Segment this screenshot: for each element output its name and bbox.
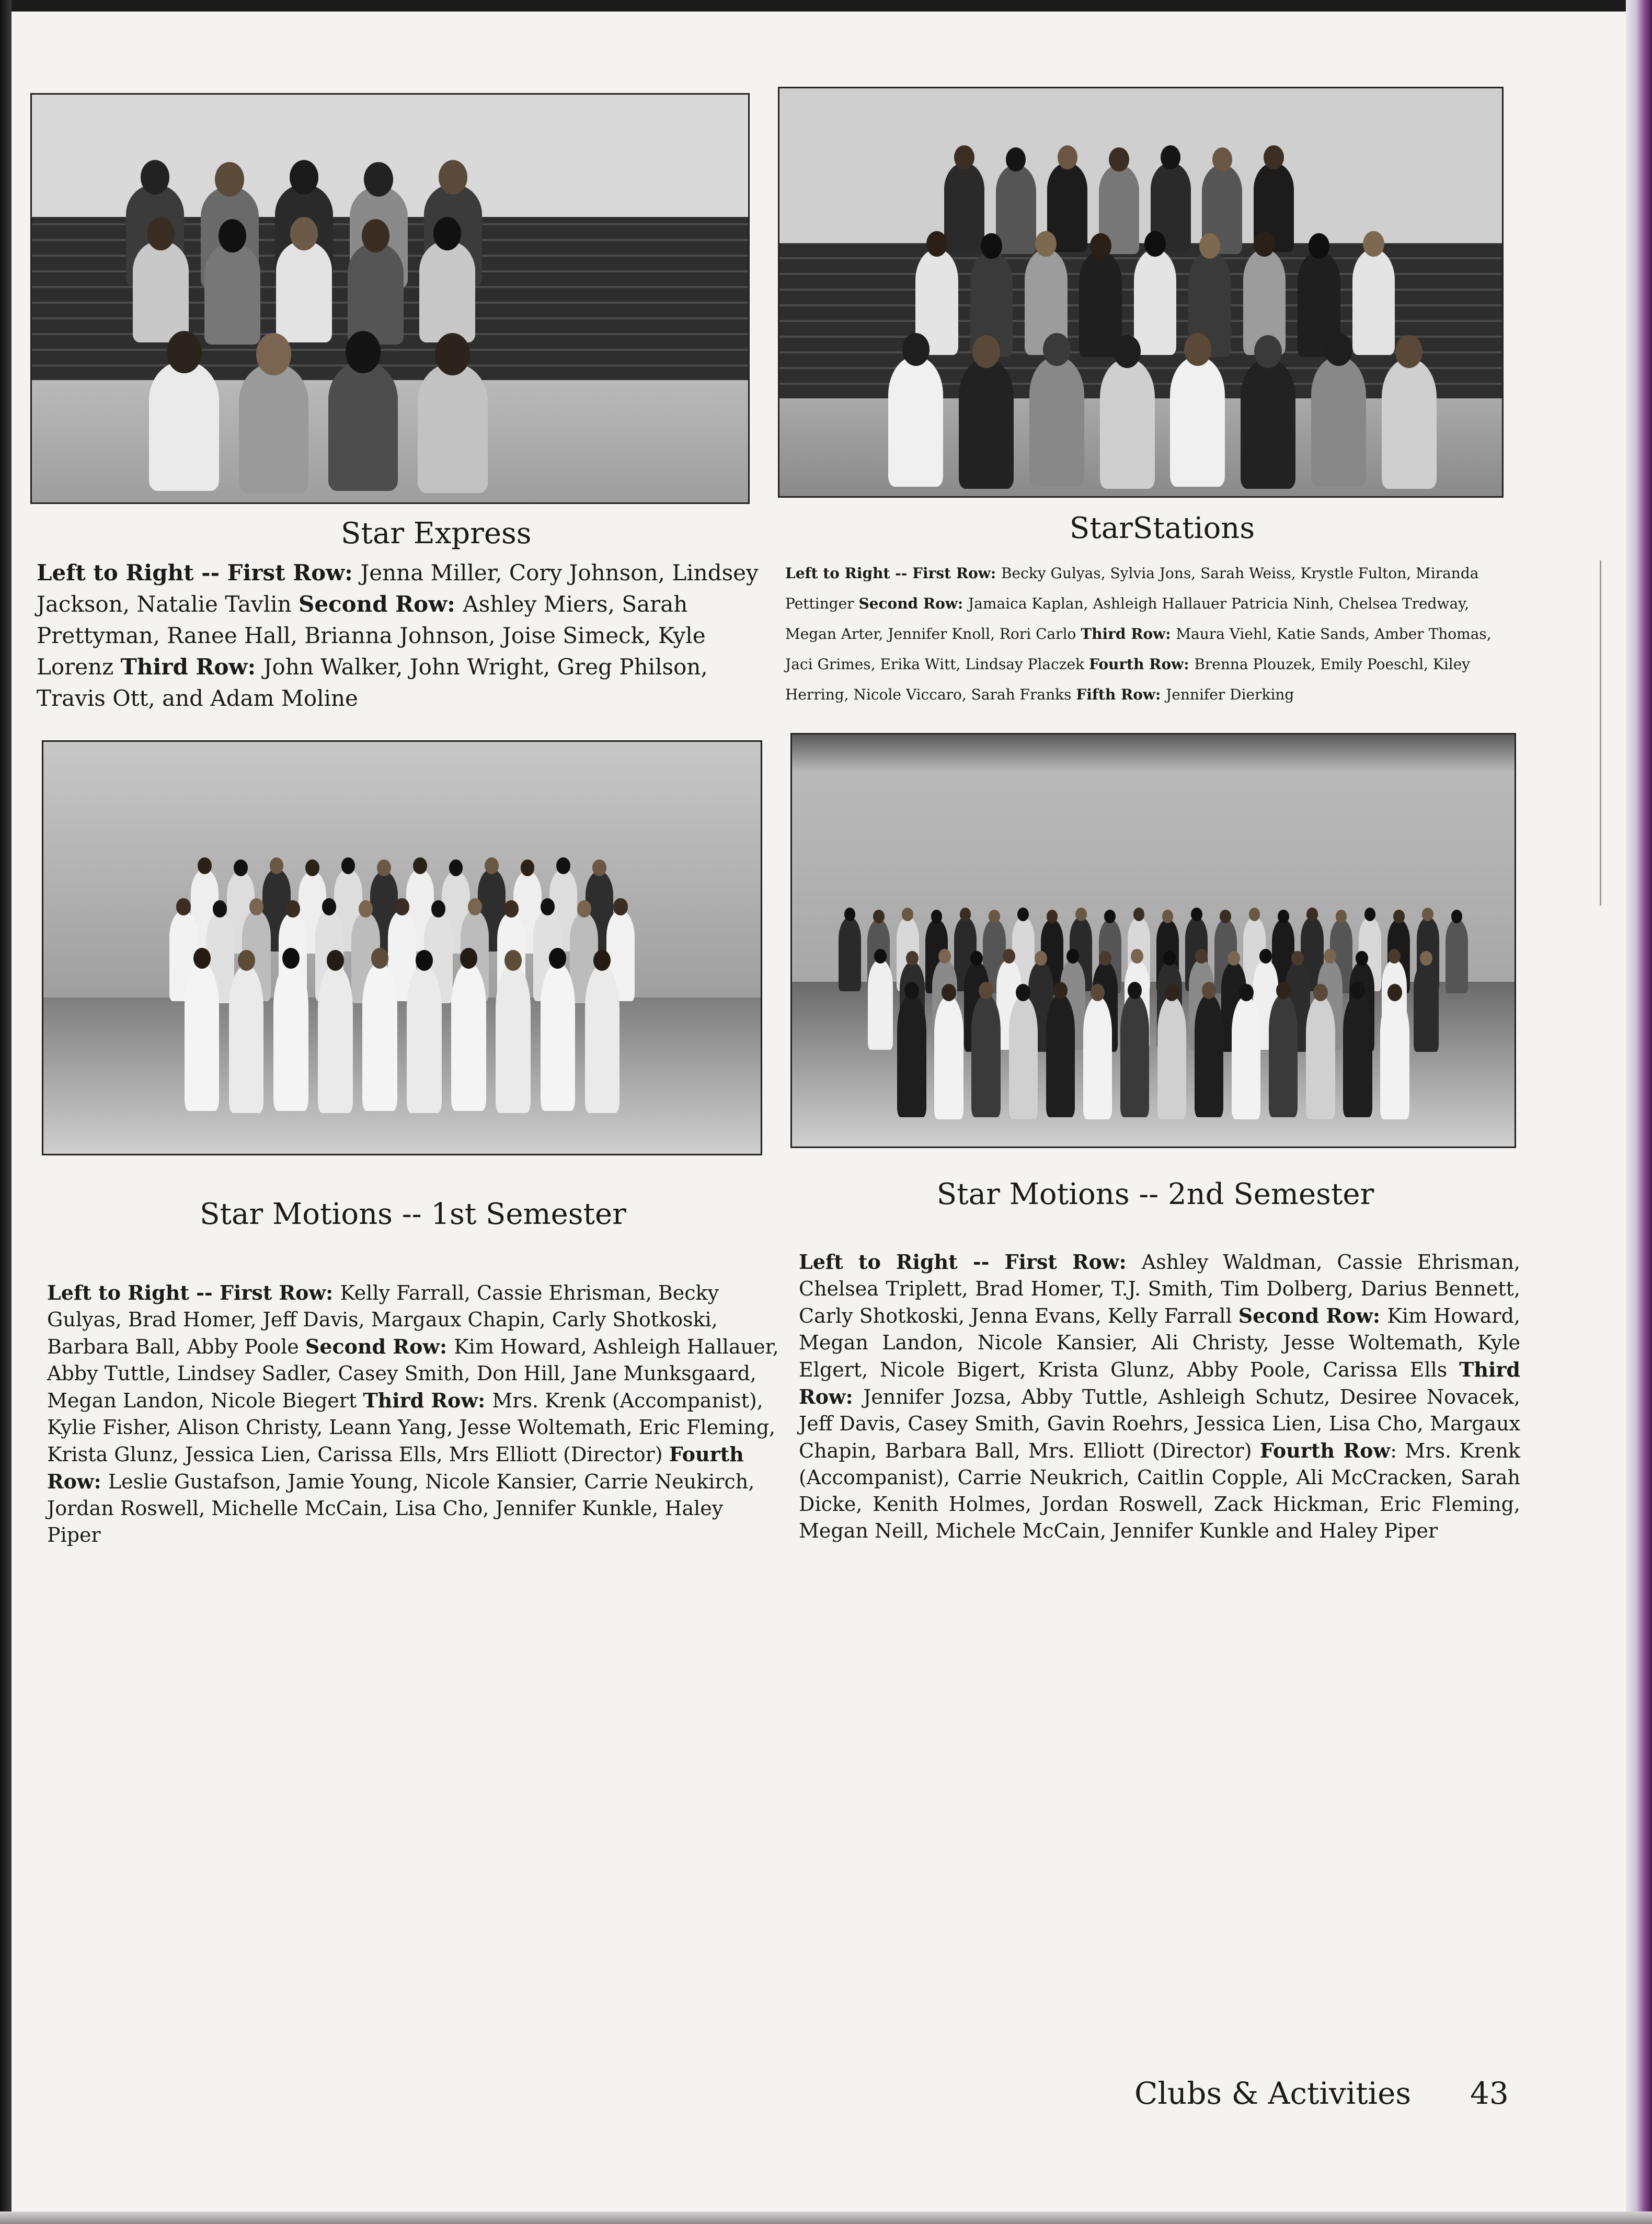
person-head xyxy=(549,948,566,969)
person-figure xyxy=(204,243,260,345)
person-head xyxy=(981,233,1002,259)
person-figure xyxy=(496,965,530,1113)
person-head xyxy=(1128,982,1142,999)
person-figure xyxy=(868,959,893,1050)
person-head xyxy=(972,335,1000,368)
person-head xyxy=(193,948,211,969)
row-names: Kim Howard, Megan Landon, Nicole Kansier, Ali Christy, Jesse Woltemath, Kyle Elgert, Nicole Bigert, Krista Glunz, Abby Poole, Carissa Ells xyxy=(799,1304,1520,1381)
person-head xyxy=(556,857,570,874)
row-names: Becky Gulyas, Sylvia Jons, Sarah Weiss, Krystle Fulton, Miranda Pettinger xyxy=(785,565,1479,612)
row-label: Third Row: xyxy=(799,1358,1520,1408)
row-names: John Walker, John Wright, Greg Philson, Travis Ott, and Adam Moline xyxy=(37,654,708,711)
person-head xyxy=(902,908,913,921)
photo-floor xyxy=(43,998,761,1154)
person-head xyxy=(1035,231,1057,257)
section-title-star-motions-2nd: Star Motions -- 2nd Semester xyxy=(936,1177,1374,1211)
person-head xyxy=(1309,233,1330,259)
person-head xyxy=(989,910,1000,923)
row-label: Third Row: xyxy=(363,1389,492,1412)
person-head xyxy=(1075,908,1087,921)
row-label: Third Row: xyxy=(120,654,263,680)
person-head xyxy=(577,900,591,918)
person-head xyxy=(1104,910,1116,923)
person-head xyxy=(362,219,389,253)
margin-line xyxy=(1600,560,1601,905)
person-head xyxy=(1363,231,1384,257)
person-head xyxy=(1325,333,1352,366)
person-head xyxy=(926,231,948,257)
binding-edge xyxy=(0,0,12,2224)
row-label: Third Row: xyxy=(1081,625,1176,643)
person-head xyxy=(416,950,433,971)
person-head xyxy=(1162,910,1174,923)
row-names: Leslie Gustafson, Jamie Young, Nicole Kansier, Carrie Neukirch, Jordan Roswell, Michelle McCain, Lisa Cho, Jennifer Kunkle, Haley Piper xyxy=(47,1470,755,1546)
person-head xyxy=(377,859,391,876)
person-head xyxy=(435,333,470,375)
person-figure xyxy=(1311,356,1366,487)
person-head xyxy=(460,948,477,969)
person-head xyxy=(521,859,535,876)
person-head xyxy=(285,900,300,918)
person-head xyxy=(931,910,943,923)
person-figure xyxy=(419,240,475,342)
person-figure xyxy=(1009,996,1038,1119)
person-head xyxy=(1278,910,1289,923)
person-head xyxy=(371,948,388,969)
person-head xyxy=(1053,982,1068,999)
person-head xyxy=(1254,335,1282,368)
person-figure xyxy=(362,962,397,1111)
row-names: Brenna Plouzek, Emily Poeschl, Kiley Herring, Nicole Viccaro, Sarah Franks xyxy=(785,656,1471,703)
photo-star-motions-1st-semester xyxy=(42,740,762,1155)
person-head xyxy=(256,333,291,375)
person-head xyxy=(1047,910,1058,923)
person-figure xyxy=(1079,251,1121,357)
person-figure xyxy=(318,965,352,1113)
person-head xyxy=(282,948,300,969)
page-right-edge xyxy=(1626,0,1652,2224)
person-head xyxy=(844,908,856,921)
person-figure xyxy=(1170,356,1225,487)
person-figure xyxy=(1083,996,1112,1119)
row-label: Fifth Row: xyxy=(1076,686,1166,703)
person-head xyxy=(1090,233,1111,259)
person-figure xyxy=(1232,996,1260,1119)
person-figure xyxy=(407,965,441,1113)
person-figure xyxy=(133,240,189,342)
person-figure xyxy=(328,361,398,491)
row-label: Fourth Row xyxy=(1259,1439,1391,1462)
row-label: Fourth Row: xyxy=(47,1442,744,1493)
person-head xyxy=(270,857,284,874)
row-names: Jennifer Dierking xyxy=(1166,686,1294,703)
person-head xyxy=(346,331,381,373)
person-figure xyxy=(1241,358,1295,489)
person-head xyxy=(942,984,956,1001)
person-head xyxy=(873,910,885,923)
page-bottom-edge xyxy=(0,2211,1652,2224)
person-head xyxy=(504,900,518,918)
person-figure xyxy=(897,994,926,1117)
person-head xyxy=(902,333,930,366)
person-head xyxy=(1306,908,1318,921)
person-head xyxy=(449,859,463,876)
row-label: Second Row: xyxy=(299,591,463,617)
person-head xyxy=(198,857,212,874)
person-head xyxy=(341,857,355,874)
section-title-star-express: Star Express xyxy=(341,517,532,551)
person-head xyxy=(1184,333,1212,366)
person-figure xyxy=(1157,996,1186,1119)
person-head xyxy=(938,949,951,964)
person-head xyxy=(954,145,974,169)
person-figure xyxy=(1414,961,1439,1052)
person-head xyxy=(167,331,202,373)
caption-star-motions-1st xyxy=(47,1279,779,1549)
person-head xyxy=(1099,951,1111,966)
person-head xyxy=(1016,984,1030,1001)
photo-wall xyxy=(779,88,1502,243)
person-figure xyxy=(1046,994,1075,1117)
person-head xyxy=(1350,982,1365,999)
person-figure xyxy=(1446,919,1468,993)
row-label: Second Row: xyxy=(305,1335,454,1358)
person-head xyxy=(1017,908,1029,921)
row-label: Fourth Row: xyxy=(1089,656,1195,673)
person-figure xyxy=(888,356,943,487)
person-head xyxy=(1109,147,1129,171)
person-head xyxy=(1276,982,1291,999)
photo-star-motions-2nd-semester xyxy=(790,733,1516,1148)
person-figure xyxy=(585,965,620,1113)
person-figure xyxy=(1269,994,1298,1117)
person-figure xyxy=(1195,994,1223,1117)
person-head xyxy=(1264,145,1283,169)
person-head xyxy=(504,950,522,971)
person-figure xyxy=(971,994,1000,1117)
row-label: Left to Right -- First Row: xyxy=(799,1250,1142,1274)
person-figure xyxy=(1029,356,1084,487)
person-head xyxy=(1114,335,1141,368)
person-head xyxy=(1313,984,1328,1001)
person-head xyxy=(593,950,611,971)
person-figure xyxy=(996,165,1036,255)
person-head xyxy=(592,859,606,876)
person-head xyxy=(485,857,499,874)
person-head xyxy=(904,982,919,999)
person-head xyxy=(234,859,248,876)
person-head xyxy=(1249,908,1260,921)
person-figure xyxy=(451,962,486,1111)
person-head xyxy=(1254,231,1275,257)
person-figure xyxy=(229,965,263,1113)
person-figure xyxy=(276,240,332,342)
row-label: Left to Right -- First Row: xyxy=(47,1281,340,1304)
person-figure xyxy=(149,361,219,491)
person-head xyxy=(1336,910,1347,923)
person-head xyxy=(874,949,887,964)
person-head xyxy=(1395,335,1423,368)
person-head xyxy=(979,982,993,999)
person-head xyxy=(1364,908,1376,921)
row-label: Second Row: xyxy=(858,595,969,612)
row-names: Kim Howard, Ashleigh Hallauer, Abby Tuttle, Lindsey Sadler, Casey Smith, Don Hill, Jane Munksgaard, Megan Landon, Nicole Biegert xyxy=(47,1335,779,1412)
person-head xyxy=(1387,984,1402,1001)
person-figure xyxy=(1100,358,1155,489)
person-figure xyxy=(239,363,309,494)
person-figure xyxy=(944,163,984,253)
page-number: 43 xyxy=(1470,2076,1509,2111)
person-head xyxy=(249,898,263,915)
person-head xyxy=(413,857,427,874)
person-head xyxy=(1003,949,1015,964)
section-title-star-motions-1st: Star Motions -- 1st Semester xyxy=(200,1197,626,1231)
section-title-starstations: StarStations xyxy=(1069,511,1255,545)
caption-star-motions-2nd xyxy=(799,1248,1520,1544)
person-head xyxy=(305,859,319,876)
person-figure xyxy=(1380,996,1409,1119)
person-head xyxy=(1163,951,1176,966)
person-head xyxy=(327,950,344,971)
person-head xyxy=(364,162,393,197)
caption-starstations xyxy=(785,558,1501,710)
person-figure xyxy=(839,917,861,991)
person-figure xyxy=(1352,249,1395,355)
row-names: Mrs. Krenk (Accompanist), Kylie Fisher, Alison Christy, Leann Yang, Jesse Woltemath, Eric Fleming, Krista Glunz, Jessica Lien, Carissa Ells, Mrs Elliott (Director) xyxy=(47,1389,776,1466)
row-names: Jamaica Kaplan, Ashleigh Hallauer Patricia Ninh, Chelsea Tredway, Megan Arter, Jennifer Knoll, Rori Carlo xyxy=(785,595,1470,643)
row-names: : Mrs. Krenk (Accompanist), Carrie Neukrich, Caitlin Copple, Ali McCracken, Sarah Dicke, Kenith Holmes, Jordan Roswell, Zack Hickman, Eric Fleming, Megan Neill, Michele McCain, Jennifer Kunkle and Haley Piper xyxy=(799,1439,1520,1542)
person-head xyxy=(395,898,409,915)
person-head xyxy=(1451,910,1463,923)
person-figure xyxy=(348,243,404,345)
person-head xyxy=(1227,951,1240,966)
person-head xyxy=(1091,984,1105,1001)
row-names: Maura Viehl, Katie Sands, Amber Thomas, Jaci Grimes, Erika Witt, Lindsay Placzek xyxy=(785,625,1492,673)
person-head xyxy=(541,898,555,915)
person-figure xyxy=(934,996,963,1119)
row-names: Kelly Farrall, Cassie Ehrisman, Becky Gulyas, Brad Homer, Jeff Davis, Margaux Chapin, Carly Shotkoski, Barbara Ball, Abby Poole xyxy=(47,1281,719,1358)
person-figure xyxy=(959,358,1014,489)
row-names: Jennifer Jozsa, Abby Tuttle, Ashleigh Schutz, Desiree Novacek, Jeff Davis, Casey Smith, Gavin Roehrs, Jessica Lien, Lisa Cho, Margaux Chapin, Barbara Ball, Mrs. Elliott (Director) xyxy=(799,1385,1520,1462)
person-figure xyxy=(273,962,308,1111)
row-label: Left to Right -- First Row: xyxy=(37,560,361,586)
person-figure xyxy=(1306,996,1335,1119)
person-head xyxy=(960,908,971,921)
row-names: Ashley Miers, Sarah Prettyman, Ranee Hall, Brianna Johnson, Joise Simeck, Kyle Lorenz xyxy=(37,591,706,680)
row-names: Jenna Miller, Cory Johnson, Lindsey Jackson, Natalie Tavlin xyxy=(37,560,759,617)
person-head xyxy=(1324,949,1336,964)
photo-star-express xyxy=(30,93,750,504)
person-head xyxy=(1191,908,1202,921)
caption-star-express xyxy=(37,557,763,714)
person-head xyxy=(1144,231,1166,257)
person-head xyxy=(468,898,482,915)
person-head xyxy=(1133,908,1145,921)
footer-section-label: Clubs & Activities xyxy=(1134,2076,1412,2111)
person-head xyxy=(1220,910,1231,923)
person-head xyxy=(176,898,190,915)
person-head xyxy=(613,898,627,915)
person-head xyxy=(290,217,318,250)
person-head xyxy=(215,162,244,197)
person-head xyxy=(1422,908,1433,921)
person-head xyxy=(359,900,373,918)
person-head xyxy=(1058,145,1077,169)
person-figure xyxy=(1134,249,1176,355)
row-label: Left to Right -- First Row: xyxy=(785,565,1001,582)
person-head xyxy=(1043,333,1071,366)
photo-starstations xyxy=(778,87,1504,498)
person-head xyxy=(1393,910,1405,923)
row-label: Second Row: xyxy=(1238,1304,1387,1327)
person-head xyxy=(1388,949,1401,964)
person-head xyxy=(1239,984,1254,1001)
person-figure xyxy=(1382,358,1437,489)
person-figure xyxy=(541,962,575,1111)
person-head xyxy=(147,217,175,250)
person-head xyxy=(433,217,461,250)
person-figure xyxy=(1120,994,1149,1117)
person-figure xyxy=(185,962,219,1111)
person-figure xyxy=(418,363,488,494)
person-head xyxy=(238,950,255,971)
person-head xyxy=(219,219,246,253)
row-names: Ashley Waldman, Cassie Ehrisman, Chelsea Triplett, Brad Homer, T.J. Smith, Tim Dolberg, Darius Bennett, Carly Shotkoski, Jenna Evans, Kelly Farrall xyxy=(799,1251,1520,1327)
person-head xyxy=(1199,233,1221,259)
person-figure xyxy=(1343,994,1372,1117)
